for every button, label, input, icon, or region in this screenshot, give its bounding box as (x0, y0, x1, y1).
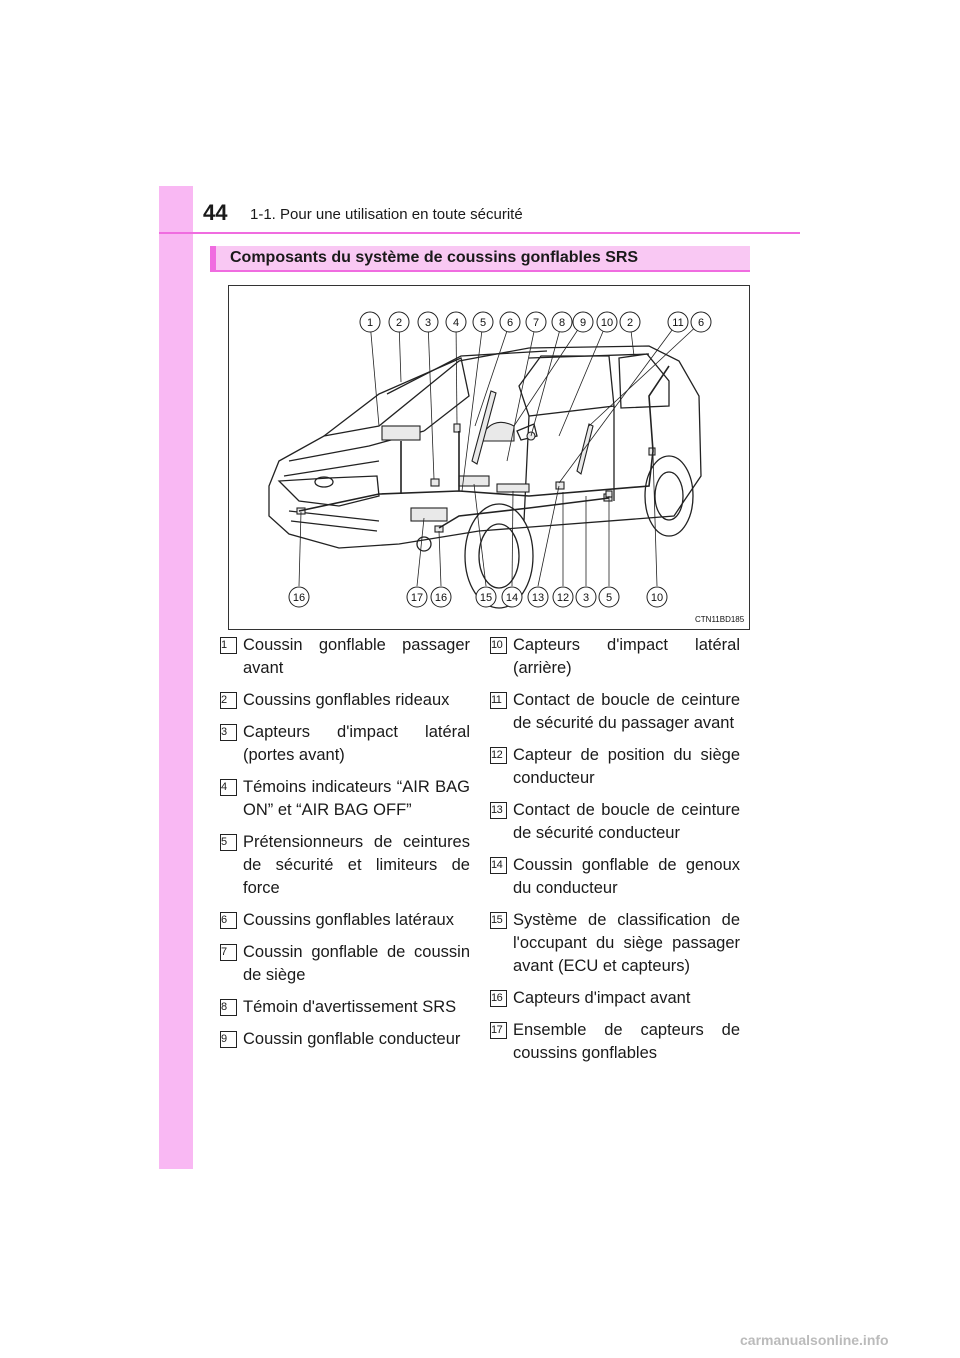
callout-label: 5 (479, 317, 487, 329)
page-number: 44 (203, 200, 228, 225)
item-text: Coussin gonflable de genoux du conducteur (513, 856, 740, 897)
item-text: Prétensionneurs de ceintures de sécurité et limiteurs de force (243, 833, 470, 897)
item-number: 13 (490, 802, 507, 819)
buckle-switch (556, 482, 564, 489)
list-item (218, 721, 470, 767)
item-number: 1 (220, 637, 237, 654)
callout-label: 8 (558, 317, 566, 329)
item-number: 10 (490, 637, 507, 654)
item-number: 7 (220, 944, 237, 961)
item-text: Témoin d'avertissement SRS (243, 998, 457, 1016)
callout-label: 16 (292, 592, 306, 604)
list-item (218, 634, 470, 680)
callout-label: 15 (479, 592, 493, 604)
item-text: Capteurs d'impact latéral (arrière) (513, 636, 740, 677)
callout-label: 17 (410, 592, 424, 604)
item-number: 6 (220, 912, 237, 929)
section-title: Composants du système de coussins gonflables SRS (230, 249, 639, 266)
list-item (488, 634, 740, 680)
list-item (218, 776, 470, 822)
callout-label: 11 (672, 317, 684, 329)
callout-label: 7 (532, 317, 540, 329)
airbag-components (297, 391, 655, 532)
callout-label: 3 (582, 592, 590, 604)
callout-label: 2 (626, 317, 634, 329)
item-text: Capteurs d'impact latéral (portes avant) (243, 723, 470, 764)
knee-airbag (497, 484, 529, 492)
callout-label: 16 (434, 592, 448, 604)
item-text: Coussin gonflable conducteur (243, 1030, 461, 1048)
callout-label: 6 (506, 317, 514, 329)
item-number: 16 (490, 990, 507, 1007)
item-text: Coussins gonflables latéraux (243, 911, 454, 929)
airbag-components-figure (228, 285, 750, 630)
watermark: carmanualsonline.info (740, 1332, 889, 1348)
indicator-lamps (454, 424, 460, 432)
item-text: Coussin gonflable de coussin de siège (243, 943, 470, 984)
item-number: 4 (220, 779, 237, 796)
item-text: Coussin gonflable passager avant (243, 636, 470, 677)
header-rule (159, 232, 800, 234)
chapter-heading: 1-1. Pour une utilisation en toute sécurité (250, 206, 523, 223)
airbag-sensor-assembly (411, 508, 447, 521)
list-item (218, 831, 470, 900)
list-item (488, 987, 740, 1010)
item-number: 5 (220, 834, 237, 851)
callout-label: 10 (600, 317, 614, 329)
callout-label: 5 (605, 592, 613, 604)
list-item (218, 941, 470, 987)
list-item (488, 1019, 740, 1065)
item-number: 17 (490, 1022, 507, 1039)
curtain-airbag-rear (577, 424, 593, 474)
list-item (218, 1028, 470, 1051)
list-item (488, 689, 740, 735)
callout-label: 13 (531, 592, 545, 604)
item-text: Système de classification de l'occupant du siège passager avant (ECU et capteurs) (513, 911, 740, 975)
figure-code: CTN11BD185 (695, 615, 745, 624)
item-text: Capteur de position du siège conducteur (513, 746, 740, 787)
callout-label: 9 (579, 317, 587, 329)
item-text: Contact de boucle de ceinture de sécurité du passager avant (513, 691, 740, 732)
list-item (488, 909, 740, 978)
item-text: Contact de boucle de ceinture de sécurité conducteur (513, 801, 740, 842)
item-number: 12 (490, 747, 507, 764)
chapter-tab-sidebar (159, 186, 193, 1169)
item-number: 9 (220, 1031, 237, 1048)
item-number: 14 (490, 857, 507, 874)
list-item (218, 689, 470, 712)
callout-label: 10 (650, 592, 664, 604)
legend-list-left (218, 634, 470, 1060)
list-item (218, 909, 470, 932)
bottom-callouts (289, 587, 667, 607)
item-number: 3 (220, 724, 237, 741)
list-item (488, 744, 740, 790)
item-text: Coussins gonflables rideaux (243, 691, 450, 709)
item-number: 2 (220, 692, 237, 709)
item-text: Capteurs d'impact avant (513, 989, 691, 1007)
callout-label: 14 (505, 592, 519, 604)
item-text: Témoins indicateurs “AIR BAG ON” et “AIR BAG OFF” (243, 778, 470, 819)
item-number: 8 (220, 999, 237, 1016)
callout-label: 3 (424, 317, 432, 329)
side-impact-sensor-front (431, 479, 439, 486)
list-item (488, 854, 740, 900)
callout-label: 2 (395, 317, 403, 329)
callout-label: 6 (697, 317, 705, 329)
item-number: 15 (490, 912, 507, 929)
callout-label: 1 (366, 317, 374, 329)
item-text: Ensemble de capteurs de coussins gonflables (513, 1021, 740, 1062)
list-item (488, 799, 740, 845)
callout-label: 12 (556, 592, 570, 604)
car-illustration (229, 286, 749, 629)
item-number: 11 (490, 692, 507, 709)
section-header (210, 246, 750, 272)
legend-list-right (488, 634, 740, 1074)
top-callouts (360, 312, 711, 332)
list-item (218, 996, 470, 1019)
callout-label: 4 (452, 317, 460, 329)
passenger-airbag-module (382, 426, 420, 440)
